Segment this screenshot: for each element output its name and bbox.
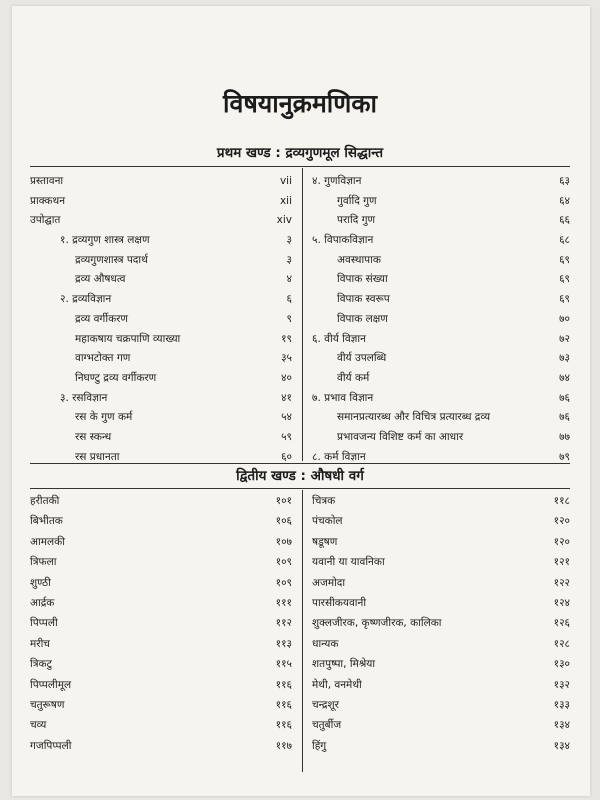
toc-entry-page-number: १२० (553, 515, 570, 528)
toc-entry-page-number: xii (279, 194, 292, 207)
toc-entry (30, 511, 292, 531)
toc-entry (312, 448, 570, 468)
toc-entry (30, 310, 292, 330)
toc-entry-label: ८. कर्म विज्ञान (312, 450, 366, 463)
toc-entry (312, 715, 570, 735)
toc-entry-label: चतुरूषण (30, 698, 65, 711)
toc-entry-label: षडूषण (312, 535, 338, 548)
toc-entry-label: गुर्वादि गुण (337, 194, 377, 207)
toc-entry (30, 491, 292, 511)
toc-entry (30, 613, 292, 633)
toc-entry-label: मेथी, वनमेथी (312, 678, 362, 691)
toc-entry (30, 428, 292, 448)
toc-entry-page-number: ५९ (281, 430, 292, 443)
toc-entry (312, 675, 570, 695)
toc-entry-page-number: १०१ (275, 495, 292, 507)
toc-entry (30, 172, 292, 192)
toc-entry-label: २. द्रव्यविज्ञान (60, 293, 112, 306)
toc-entry-page-number: ६ (286, 293, 292, 306)
toc-entry-label: पिप्पलीमूल (30, 678, 72, 691)
toc-entry-label: प्राक्कथन (30, 194, 66, 207)
section1-heading: प्रथम खण्ड : द्रव्यगुणमूल सिद्धान्त (216, 145, 384, 161)
toc-entry (312, 511, 570, 531)
toc-entry-page-number: ११६ (275, 719, 292, 732)
toc-entry (312, 270, 570, 290)
toc-entry (312, 172, 570, 192)
toc-entry-label: द्रव्यगुणशास्त्र पदार्थ (75, 253, 148, 266)
toc-entry-label: चतुर्बीज (312, 719, 342, 732)
toc-entry-page-number: ११३ (275, 637, 292, 650)
toc-entry (30, 448, 292, 468)
toc-entry-page-number: ३ (286, 253, 292, 266)
toc-entry-page-number: ६९ (559, 273, 570, 286)
toc-entry-label: चन्द्रशूर (312, 698, 339, 711)
toc-entry-page-number: ७७ (559, 430, 570, 443)
toc-entry (312, 634, 570, 654)
toc-entry (30, 654, 292, 674)
toc-entry (312, 231, 570, 251)
toc-entry-label: त्रिकटु (30, 658, 52, 671)
toc-entry-page-number: १९ (281, 332, 292, 345)
toc-entry-label: द्रव्य वर्गीकरण (75, 312, 129, 325)
toc-entry (30, 369, 292, 389)
toc-entry-page-number: १०७ (275, 535, 292, 548)
toc-entry-label: परादि गुण (337, 214, 376, 227)
section1-left-column (30, 172, 292, 467)
toc-entry-label: अजमोदा (312, 576, 346, 589)
toc-entry (30, 634, 292, 654)
toc-entry-label: विपाक स्वरूप (337, 293, 390, 306)
toc-entry-label: हरीतकी (30, 495, 60, 507)
toc-entry (312, 310, 570, 330)
toc-entry-page-number: xiv (276, 214, 292, 227)
toc-entry-label: प्रस्तावना (30, 175, 64, 187)
toc-entry (312, 192, 570, 212)
section1-right-column (312, 172, 570, 467)
toc-entry (312, 408, 570, 428)
toc-entry-label: पिप्पली (30, 617, 58, 630)
toc-entry-label: यवानी या यावनिका (312, 556, 385, 569)
toc-entry-page-number: ४१ (281, 391, 292, 404)
toc-entry-label: पारसीकयवानी (312, 596, 367, 609)
toc-entry-label: ६. वीर्य विज्ञान (312, 332, 366, 345)
toc-entry (312, 330, 570, 350)
toc-entry-page-number: vii (279, 175, 292, 187)
toc-entry-label: रस स्कन्ध (75, 430, 112, 443)
toc-entry-page-number: १२४ (553, 596, 570, 609)
toc-entry-page-number: ४ (286, 273, 292, 286)
toc-entry-page-number: ७२ (559, 332, 570, 345)
section2-heading: द्वितीय खण्ड : औषधी वर्ग (236, 468, 364, 484)
toc-entry-label: समानप्रत्यारब्ध और विचित्र प्रत्यारब्ध द्रव्य (337, 411, 491, 424)
toc-entry-page-number: ६६ (559, 214, 570, 227)
toc-entry-page-number: ७९ (559, 450, 570, 463)
toc-entry (30, 192, 292, 212)
toc-entry-page-number: १३४ (553, 719, 570, 732)
toc-entry-page-number: १३३ (553, 698, 570, 711)
section1-bottom-rule (30, 463, 570, 464)
toc-entry (30, 552, 292, 572)
toc-entry (312, 349, 570, 369)
toc-entry-page-number: १०९ (275, 556, 292, 569)
toc-entry-page-number: ७४ (559, 371, 570, 384)
toc-entry-page-number: ७० (559, 312, 570, 325)
toc-entry-label: शुक्लजीरक, कृष्णजीरक, कालिका (312, 617, 442, 630)
toc-entry (312, 532, 570, 552)
toc-entry (30, 231, 292, 251)
toc-entry-page-number: ३ (286, 234, 292, 247)
section2-column-divider (302, 490, 303, 772)
toc-entry (30, 251, 292, 271)
toc-entry-page-number: १२० (553, 535, 570, 548)
toc-entry (312, 389, 570, 409)
toc-entry-page-number: ११७ (275, 739, 292, 752)
toc-entry-page-number: ११५ (275, 658, 292, 671)
toc-entry-page-number: ७६ (559, 411, 570, 424)
toc-entry-page-number: १२८ (553, 637, 570, 650)
toc-entry (312, 211, 570, 231)
toc-entry-page-number: ५४ (281, 411, 292, 424)
toc-entry-label: ३. रसविज्ञान (60, 391, 108, 404)
toc-entry (30, 330, 292, 350)
toc-entry-label: वीर्य कर्म (337, 371, 370, 384)
toc-entry-page-number: ९ (286, 312, 292, 325)
toc-entry-label: शतपुष्पा, मिश्रेया (312, 658, 376, 671)
toc-entry (30, 290, 292, 310)
toc-entry-label: रस प्रधानता (75, 450, 120, 463)
toc-entry-label: १. द्रव्यगुण शास्त्र लक्षण (60, 234, 150, 247)
toc-entry-label: निघण्टु द्रव्य वर्गीकरण (75, 371, 157, 384)
toc-entry-page-number: १०९ (275, 576, 292, 589)
toc-entry-label: चित्रक (312, 495, 336, 507)
toc-entry (30, 593, 292, 613)
toc-entry-label: उपोद्घात (30, 214, 61, 227)
toc-entry-page-number: ११६ (275, 698, 292, 711)
toc-entry-label: गजपिप्पली (30, 739, 72, 752)
section1-top-rule (30, 166, 570, 167)
toc-entry-label: त्रिफला (30, 556, 57, 569)
toc-entry (312, 613, 570, 633)
toc-entry-label: वीर्य उपलब्धि (337, 352, 387, 365)
toc-entry-page-number: १३० (553, 658, 570, 671)
toc-entry-page-number: ६४ (559, 194, 570, 207)
toc-entry (312, 491, 570, 511)
toc-entry (312, 552, 570, 572)
toc-entry (312, 654, 570, 674)
toc-entry-label: रस के गुण कर्म (75, 411, 133, 424)
toc-entry (312, 593, 570, 613)
toc-entry-label: आर्द्रक (30, 596, 55, 609)
toc-entry-label: बिभीतक (30, 515, 63, 528)
toc-entry (30, 573, 292, 593)
toc-entry-page-number: ६९ (559, 293, 570, 306)
toc-entry (312, 428, 570, 448)
toc-entry-page-number: १२१ (553, 556, 570, 569)
toc-entry (30, 695, 292, 715)
toc-entry-page-number: ६८ (559, 234, 570, 247)
toc-entry (30, 675, 292, 695)
toc-entry (30, 270, 292, 290)
toc-entry (312, 251, 570, 271)
toc-entry-label: चव्य (30, 719, 47, 732)
toc-entry (30, 532, 292, 552)
toc-entry-label: पंचकोल (312, 515, 343, 528)
toc-entry-label: द्रव्य औषधत्व (75, 273, 126, 286)
page-title: विषयानुक्रमणिका (222, 89, 378, 118)
toc-entry-page-number: ६३ (559, 175, 570, 187)
toc-entry (312, 369, 570, 389)
toc-entry-page-number: ११६ (275, 678, 292, 691)
toc-entry (30, 211, 292, 231)
toc-entry-label: महाकषाय चक्रपाणि व्याख्या (75, 332, 181, 345)
toc-entry-page-number: ६९ (559, 253, 570, 266)
section1-column-divider (302, 168, 303, 461)
toc-entry-page-number: ३५ (281, 352, 292, 365)
toc-entry-label: वाग्भटोक्त गण (75, 352, 131, 365)
toc-entry-page-number: ६० (281, 450, 292, 463)
toc-entry (30, 389, 292, 409)
toc-entry-page-number: १३२ (553, 678, 570, 691)
toc-entry-page-number: १०६ (275, 515, 292, 528)
toc-entry-page-number: १२२ (553, 576, 570, 589)
toc-entry-page-number: ४० (281, 371, 292, 384)
toc-entry-label: विपाक लक्षण (337, 312, 388, 325)
toc-entry-label: धान्यक (312, 637, 339, 650)
toc-entry (312, 573, 570, 593)
toc-entry-label: ४. गुणविज्ञान (312, 175, 362, 187)
section2-left-column (30, 491, 292, 756)
section2-right-column (312, 491, 570, 756)
toc-entry-page-number: ११२ (275, 617, 292, 630)
section2-top-rule (30, 488, 570, 489)
toc-entry (30, 715, 292, 735)
toc-entry (312, 290, 570, 310)
toc-entry-label: अवस्थापाक (337, 253, 381, 266)
toc-entry (312, 736, 570, 756)
toc-entry-page-number: ११८ (553, 495, 570, 507)
toc-entry-label: आमलकी (30, 535, 65, 548)
toc-entry-page-number: १२६ (553, 617, 570, 630)
toc-entry (30, 736, 292, 756)
toc-entry-label: मरीच (30, 637, 50, 650)
toc-entry-page-number: ७६ (559, 391, 570, 404)
toc-entry-label: ५. विपाकविज्ञान (312, 234, 374, 247)
toc-entry-page-number: १११ (275, 596, 292, 609)
toc-entry-page-number: ७३ (559, 352, 570, 365)
toc-entry (30, 349, 292, 369)
toc-entry-label: विपाक संख्या (337, 273, 388, 286)
toc-entry-label: हिंगु (312, 739, 327, 752)
toc-entry-label: प्रभावजन्य विशिष्ट कर्म का आधार (337, 430, 464, 443)
toc-entry-label: ७. प्रभाव विज्ञान (312, 391, 374, 404)
toc-entry (312, 695, 570, 715)
toc-entry (30, 408, 292, 428)
toc-entry-label: शुण्ठी (30, 576, 51, 589)
toc-entry-page-number: १३४ (553, 739, 570, 752)
